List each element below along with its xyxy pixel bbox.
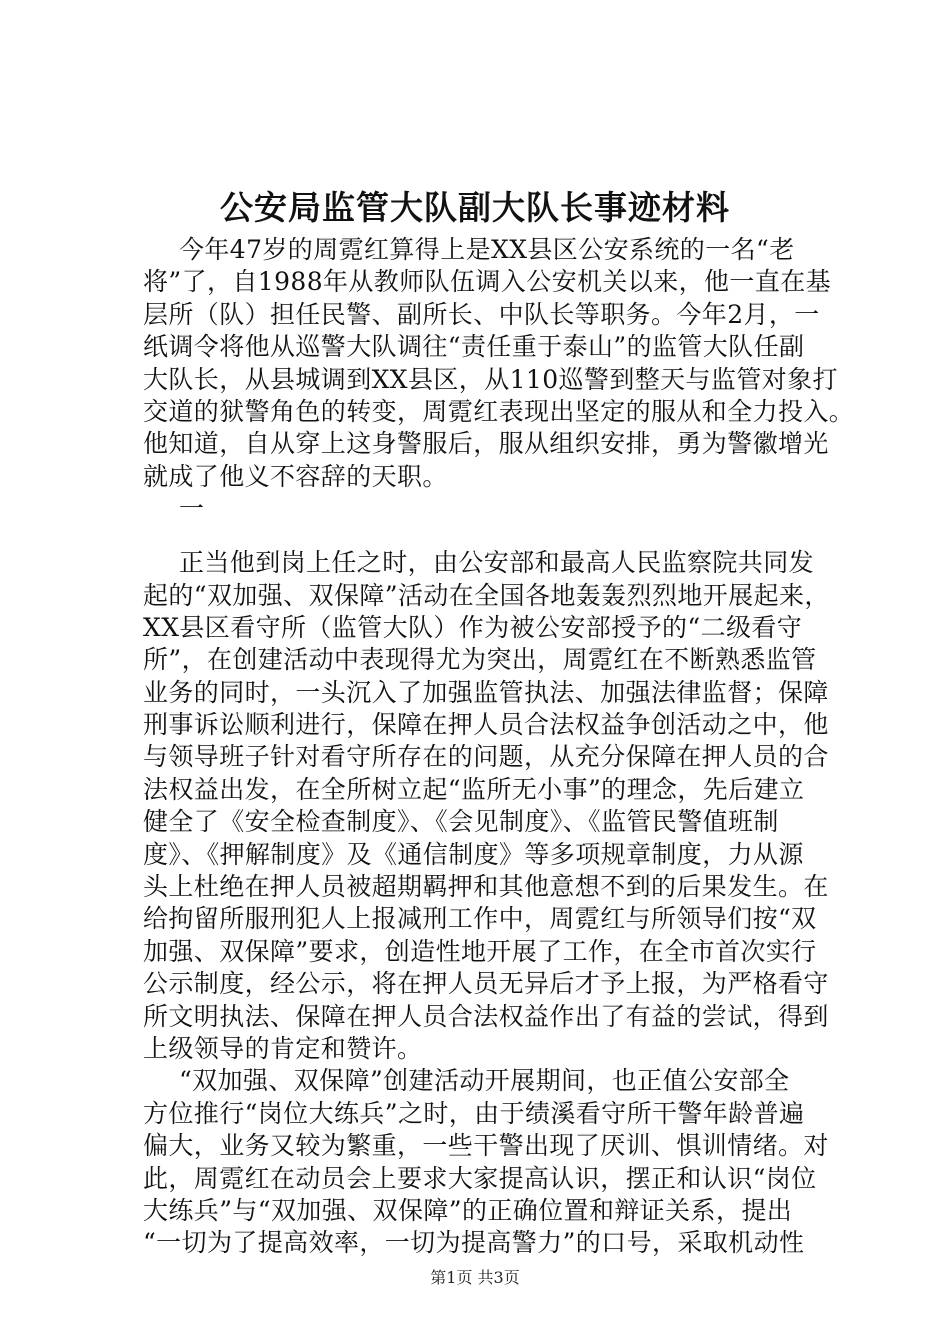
page-footer: 第1页 共3页 xyxy=(430,1268,520,1287)
text-line: 所文明执法、保障在押人员合法权益作出了有益的尝试，得到 xyxy=(143,1001,829,1031)
text-line: 交道的狱警角色的转变，周霓红表现出坚定的服从和全力投入。 xyxy=(143,396,855,426)
text-line: 业务的同时，一头沉入了加强监管执法、加强法律监督；保障 xyxy=(143,677,829,707)
paragraph-1 xyxy=(143,234,855,493)
text-line: 给拘留所服刑犯人上报减刑工作中，周霓红与所领导们按“双 xyxy=(143,904,817,934)
text-line: “一切为了提高效率，一切为提高警力”的口号，采取机动性 xyxy=(143,1228,805,1258)
text-line: “双加强、双保障”创建活动开展期间，也正值公安部全 xyxy=(179,1066,790,1096)
document-body xyxy=(143,234,855,1260)
text-line: 他知道，自从穿上这身警服后，服从组织安排，勇为警徽增光 xyxy=(143,429,829,459)
text-line: 大队长，从县城调到XX县区，从110巡警到整天与监管对象打 xyxy=(143,364,838,394)
text-line: 公示制度，经公示，将在押人员无异后才予上报，为严格看守 xyxy=(143,969,829,999)
text-line: 头上杜绝在押人员被超期羁押和其他意想不到的后果发生。在 xyxy=(143,872,829,902)
paragraph-3 xyxy=(143,1065,837,1259)
text-line: 层所（队）担任民警、副所长、中队长等职务。今年2月，一 xyxy=(143,299,820,329)
text-line: 将”了，自1988年从教师队伍调入公安机关以来，他一直在基 xyxy=(143,267,832,297)
text-line: 正当他到岗上任之时，由公安部和最高人民监察院共同发 xyxy=(179,548,815,578)
text-line: 度》、《押解制度》及《通信制度》等多项规章制度，力从源 xyxy=(143,839,804,869)
text-line: 所”，在创建活动中表现得尤为突出，周霓红在不断熟悉监管 xyxy=(143,645,817,675)
paragraph-2 xyxy=(143,547,837,1065)
text-line: 法权益出发，在全所树立起“监所无小事”的理念，先后建立 xyxy=(143,774,805,804)
text-line: 偏大，业务又较为繁重，一些干警出现了厌训、惧训情绪。对 xyxy=(143,1131,829,1161)
text-line: 大练兵”与“双加强、双保障”的正确位置和辩证关系，提出 xyxy=(143,1195,793,1225)
text-line: 就成了他义不容辞的天职。 xyxy=(143,461,448,491)
text-line: 加强、双保障”要求，创造性地开展了工作，在全市首次实行 xyxy=(143,936,817,966)
text-line: 上级领导的肯定和赞许。 xyxy=(143,1033,423,1063)
text-line: 起的“双加强、双保障”活动在全国各地轰轰烈烈地开展起来， xyxy=(143,580,830,610)
text-line: 今年47岁的周霓红算得上是XX县区公安系统的一名“老 xyxy=(179,235,795,264)
text-line: 刑事诉讼顺利进行，保障在押人员合法权益争创活动之中，他 xyxy=(143,710,829,740)
text-line: 纸调令将他从巡警大队调往“责任重于泰山”的监管大队任副 xyxy=(143,332,805,362)
section-mark: 一 xyxy=(179,494,205,524)
text-line: XX县区看守所（监管大队）作为被公安部授予的“二级看守 xyxy=(143,612,803,642)
document-title: 公安局监管大队副大队长事迹材料 xyxy=(220,188,730,227)
text-line: 此，周霓红在动员会上要求大家提高认识，摆正和认识“岗位 xyxy=(143,1163,817,1193)
text-line: 方位推行“岗位大练兵”之时，由于绩溪看守所干警年龄普遍 xyxy=(143,1098,805,1128)
text-line: 与领导班子针对看守所存在的问题，从充分保障在押人员的合 xyxy=(143,742,829,772)
text-line: 健全了《安全检查制度》、《会见制度》、《监管民警值班制 xyxy=(143,807,779,837)
